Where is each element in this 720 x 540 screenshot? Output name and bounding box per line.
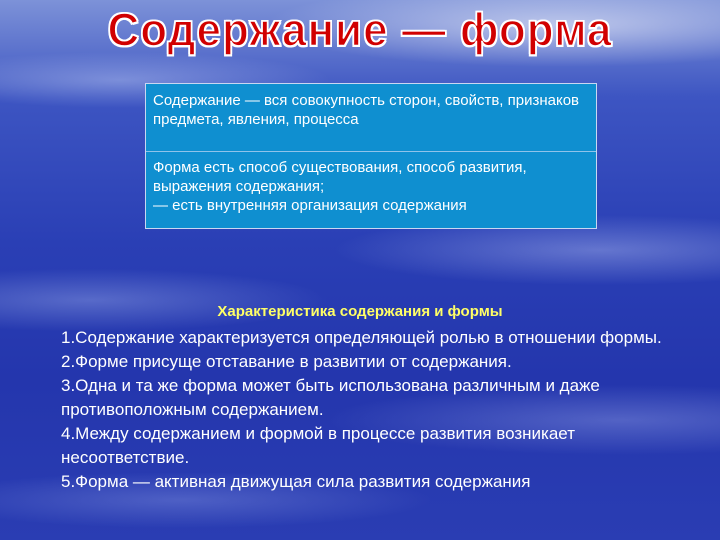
content-definition-text: — вся совокупность сторон, свойств, признаков предмета, явления, процесса xyxy=(153,92,580,128)
slide-title: Содержание — форма xyxy=(107,4,613,57)
form-definition xyxy=(153,158,590,215)
form-definition-text-2: — есть внутренняя организация содержания xyxy=(153,197,467,214)
list-item: 4.Между содержанием и формой в процессе развития возникает несоответствие. xyxy=(61,424,575,467)
definitions-divider xyxy=(146,151,596,152)
list-item: 5.Форма — активная движущая сила развития содержания xyxy=(61,472,531,491)
characteristics-list xyxy=(61,326,701,494)
list-item: 3.Одна и та же форма может быть использована различным и даже противоположным содержанием. xyxy=(61,376,600,419)
characteristics-heading: Характеристика содержания и формы xyxy=(217,303,503,320)
content-term: Содержание xyxy=(153,92,241,109)
form-term: Форма xyxy=(153,159,200,176)
list-item: 1.Содержание характеризуется определяющей ролью в отношении формы. xyxy=(61,328,662,347)
list-item: 2.Форме присуще отставание в развитии от содержания. xyxy=(61,352,512,371)
content-definition xyxy=(153,91,590,129)
definitions-box xyxy=(145,83,597,229)
form-definition-text: есть способ существования, способ развития, выражения содержания; xyxy=(153,159,527,195)
